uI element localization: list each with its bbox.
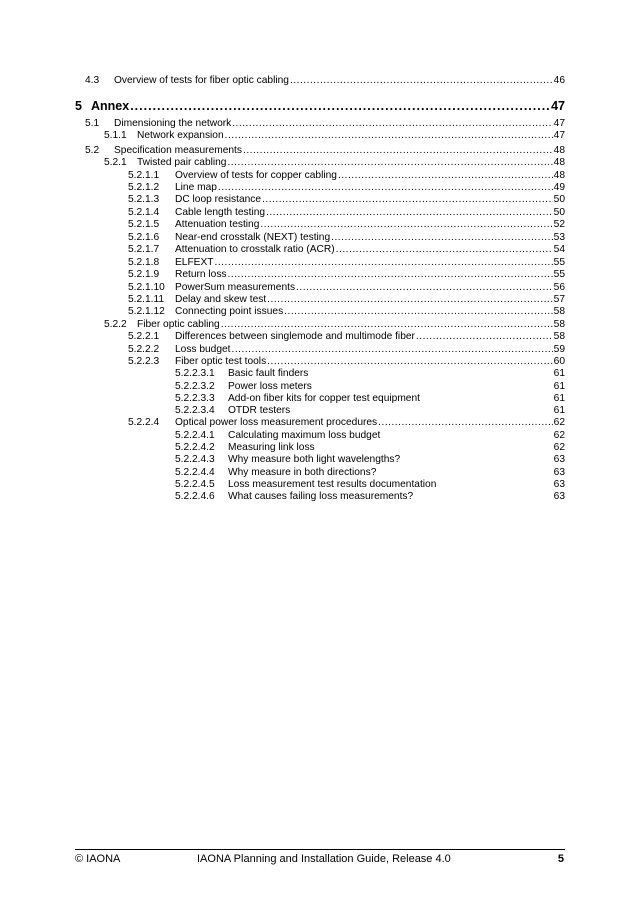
toc-entry-title: Attenuation to crosstalk ratio (ACR) <box>175 244 335 255</box>
toc-dot-leader <box>232 118 552 130</box>
toc-dot-leader <box>260 219 552 231</box>
toc-entry[interactable] <box>128 170 565 182</box>
toc-entry-page: 63 <box>553 491 565 502</box>
footer-document-title: IAONA Planning and Installation Guide, Release 4.0 <box>197 853 451 865</box>
toc-entry-page: 46 <box>553 75 565 86</box>
toc-entry-page: 61 <box>553 368 565 379</box>
toc-entry-title: Cable length testing <box>175 207 266 218</box>
toc-entry-title: PowerSum measurements <box>175 282 296 293</box>
toc-entry-page: 61 <box>553 381 565 392</box>
toc-entry-page: 62 <box>553 417 565 428</box>
toc-entry-title: Line map <box>175 182 217 193</box>
toc-entry[interactable] <box>175 467 565 479</box>
toc-entry-number: 5.2.2.4.6 <box>175 491 215 502</box>
toc-entry-number: 5.2.1.1 <box>128 170 160 181</box>
toc-entry-page: 48 <box>553 170 565 181</box>
toc-dot-leader <box>228 269 553 281</box>
toc-entry[interactable] <box>128 294 565 306</box>
toc-entry-number: 5.2.2.3.4 <box>175 405 215 416</box>
toc-entry-number: 5.2.2.4.1 <box>175 430 215 441</box>
toc-entry-page: 55 <box>553 257 565 268</box>
toc-entry[interactable] <box>85 145 565 157</box>
toc-entry-title: Fiber optic test tools <box>175 356 267 367</box>
toc-entry[interactable] <box>175 405 565 417</box>
toc-entry[interactable] <box>128 207 565 219</box>
toc-entry-number: 5.2.2 <box>104 319 127 330</box>
toc-entry[interactable] <box>75 99 565 113</box>
toc-entry-page: 57 <box>553 294 565 305</box>
toc-entry-title: OTDR testers <box>228 405 291 416</box>
toc-dot-leader <box>290 75 553 87</box>
toc-dot-leader <box>267 294 552 306</box>
toc-entry-page: 47 <box>553 118 565 129</box>
toc-entry[interactable] <box>128 344 565 356</box>
toc-entry-page: 50 <box>553 207 565 218</box>
toc-entry[interactable] <box>85 75 565 87</box>
toc-entry[interactable] <box>128 194 565 206</box>
toc-entry-page: 60 <box>553 356 565 367</box>
toc-entry-page: 59 <box>553 344 565 355</box>
toc-entry-title: Return loss <box>175 269 227 280</box>
toc-entry-number: 5.2.1.5 <box>128 219 160 230</box>
toc-dot-leader <box>336 244 553 256</box>
toc-entry[interactable] <box>175 430 565 442</box>
toc-entry-title: Specification measurements <box>114 145 242 156</box>
toc-entry-title: Measuring link loss <box>228 442 315 453</box>
toc-entry[interactable] <box>128 331 565 343</box>
footer-rule <box>75 849 565 850</box>
toc-entry-title: Optical power loss measurement procedures <box>175 417 378 428</box>
toc-entry[interactable] <box>128 282 565 294</box>
toc-entry-title: DC loop resistance <box>175 194 262 205</box>
toc-dot-leader <box>296 282 553 294</box>
toc-entry-title: Annex <box>91 99 130 113</box>
toc-entry[interactable] <box>128 244 565 256</box>
toc-entry-title: Why measure in both directions? <box>228 467 377 478</box>
toc-entry-number: 5.2.1.11 <box>128 294 165 305</box>
toc-entry-title: Power loss meters <box>228 381 312 392</box>
toc-dot-leader <box>262 194 553 206</box>
toc-entry[interactable] <box>128 257 565 269</box>
toc-entry-title: Overview of tests for copper cabling <box>175 170 337 181</box>
toc-entry-page: 47 <box>551 99 565 113</box>
toc-dot-leader <box>338 170 553 182</box>
toc-entry[interactable] <box>128 417 565 429</box>
toc-entry-page: 61 <box>553 405 565 416</box>
toc-dot-leader <box>243 145 553 157</box>
toc-entry[interactable] <box>175 381 565 393</box>
toc-entry-page: 58 <box>553 331 565 342</box>
toc-dot-leader <box>284 306 552 318</box>
toc-dot-leader <box>215 257 553 269</box>
toc-dot-leader <box>378 417 553 429</box>
toc-entry-number: 5.2.1.8 <box>128 257 160 268</box>
toc-entry[interactable] <box>128 182 565 194</box>
toc-entry-number: 5.2.2.1 <box>128 331 160 342</box>
toc-entry-page: 47 <box>553 130 565 141</box>
toc-entry-number: 5.2.2.3.2 <box>175 381 215 392</box>
toc-entry[interactable] <box>175 454 565 466</box>
toc-entry-number: 5.2.2.3 <box>128 356 160 367</box>
toc-entry-number: 5.2.1.2 <box>128 182 160 193</box>
footer-page-number: 5 <box>557 853 564 865</box>
toc-dot-leader <box>221 319 553 331</box>
toc-entry-page: 52 <box>553 219 565 230</box>
toc-entry-page: 63 <box>553 479 565 490</box>
toc-entry[interactable] <box>175 479 565 491</box>
toc-entry-title: What causes failing loss measurements? <box>228 491 414 502</box>
toc-entry-page: 56 <box>553 282 565 293</box>
toc-entry-title: ELFEXT <box>175 257 214 268</box>
toc-entry-title: Near-end crosstalk (NEXT) testing <box>175 232 331 243</box>
toc-entry[interactable] <box>175 491 565 503</box>
toc-entry-page: 54 <box>553 244 565 255</box>
toc-entry-number: 5.2 <box>85 145 100 156</box>
toc-entry-title: Twisted pair cabling <box>137 157 227 168</box>
toc-entry-page: 55 <box>553 269 565 280</box>
toc-entry-number: 5.2.1.9 <box>128 269 160 280</box>
toc-dot-leader <box>266 207 553 219</box>
toc-entry[interactable] <box>104 130 565 142</box>
toc-entry[interactable] <box>175 393 565 405</box>
toc-entry[interactable] <box>128 269 565 281</box>
toc-dot-leader <box>227 157 552 169</box>
toc-entry-number: 5.2.2.4.4 <box>175 467 215 478</box>
toc-entry-title: Differences between singlemode and multimode fiber <box>175 331 415 342</box>
toc-entry[interactable] <box>128 232 565 244</box>
toc-entry[interactable] <box>175 442 565 454</box>
toc-entry-page: 63 <box>553 454 565 465</box>
toc-entry-page: 63 <box>553 467 565 478</box>
toc-entry-title: Loss measurement test results documentation <box>228 479 437 490</box>
toc-entry-page: 62 <box>553 430 565 441</box>
toc-entry[interactable] <box>128 219 565 231</box>
toc-entry-number: 5 <box>75 99 82 113</box>
toc-dot-leader <box>267 356 552 368</box>
toc-entry-number: 5.2.2.2 <box>128 344 160 355</box>
toc-entry-page: 58 <box>553 306 565 317</box>
toc-entry[interactable] <box>85 118 565 130</box>
toc-entry-page: 58 <box>553 319 565 330</box>
toc-entry-page: 61 <box>553 393 565 404</box>
toc-dot-leader <box>331 232 553 244</box>
toc-entry-title: Basic fault finders <box>228 368 309 379</box>
toc-entry[interactable] <box>175 368 565 380</box>
toc-entry-number: 5.2.1.4 <box>128 207 160 218</box>
toc-entry[interactable] <box>104 157 565 169</box>
toc-entry-page: 53 <box>553 232 565 243</box>
toc-entry-number: 5.2.1.3 <box>128 194 160 205</box>
toc-entry-number: 5.2.2.3.1 <box>175 368 215 379</box>
toc-entry-number: 5.2.2.4.5 <box>175 479 215 490</box>
footer-copyright: © IAONA <box>75 853 121 865</box>
toc-entry-page: 50 <box>553 194 565 205</box>
toc-entry-number: 5.1 <box>85 118 100 129</box>
toc-entry-title: Fiber optic cabling <box>137 319 220 330</box>
toc-entry-title: Network expansion <box>137 130 224 141</box>
toc-entry-number: 5.2.2.4 <box>128 417 160 428</box>
toc-entry-number: 5.2.2.3.3 <box>175 393 215 404</box>
toc-entry-number: 4.3 <box>85 75 100 86</box>
toc-entry-title: Dimensioning the network <box>114 118 232 129</box>
toc-entry[interactable] <box>104 319 565 331</box>
toc-dot-leader <box>232 344 553 356</box>
toc-entry-number: 5.2.2.4.3 <box>175 454 215 465</box>
toc-entry-title: Add-on fiber kits for copper test equipment <box>228 393 420 404</box>
toc-entry-title: Why measure both light wavelengths? <box>228 454 401 465</box>
toc-entry-number: 5.2.1.10 <box>128 282 165 293</box>
toc-entry-page: 48 <box>553 157 565 168</box>
toc-dot-leader <box>416 331 553 343</box>
toc-entry-page: 49 <box>553 182 565 193</box>
toc-dot-leader <box>218 182 553 194</box>
toc-dot-leader <box>225 130 553 142</box>
toc-entry-number: 5.2.1.6 <box>128 232 160 243</box>
toc-entry-number: 5.2.1.12 <box>128 306 165 317</box>
toc-entry[interactable] <box>128 356 565 368</box>
toc-entry-title: Connecting point issues <box>175 306 284 317</box>
toc-entry-title: Delay and skew test <box>175 294 267 305</box>
toc-entry-page: 62 <box>553 442 565 453</box>
toc-entry[interactable] <box>128 306 565 318</box>
toc-entry-title: Loss budget <box>175 344 231 355</box>
toc-entry-page: 48 <box>553 145 565 156</box>
toc-entry-title: Overview of tests for fiber optic cabling <box>114 75 289 86</box>
toc-dot-leader <box>130 99 550 113</box>
toc-entry-title: Calculating maximum loss budget <box>228 430 381 441</box>
toc-entry-number: 5.2.1.7 <box>128 244 160 255</box>
toc-entry-number: 5.1.1 <box>104 130 127 141</box>
toc-entry-number: 5.2.1 <box>104 157 127 168</box>
toc-entry-number: 5.2.2.4.2 <box>175 442 215 453</box>
toc-entry-title: Attenuation testing <box>175 219 260 230</box>
